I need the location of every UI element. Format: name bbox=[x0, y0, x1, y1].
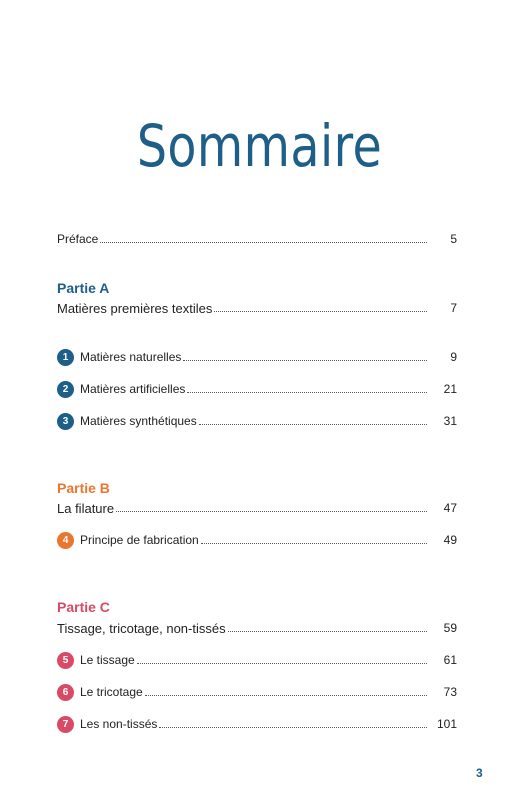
dot-leader bbox=[187, 392, 427, 393]
toc-entry-page: 59 bbox=[443, 621, 457, 635]
toc-entry-page: 61 bbox=[443, 653, 457, 667]
toc-entry-label: Matières naturelles bbox=[80, 350, 182, 364]
chapter-number-badge: 5 bbox=[57, 652, 74, 669]
toc-entry-page: 73 bbox=[443, 685, 457, 699]
part-c-heading: Partie C bbox=[57, 599, 110, 615]
toc-entry-label: Matières synthétiques bbox=[80, 414, 197, 428]
toc-entry-part-a[interactable] bbox=[57, 298, 457, 318]
part-a-heading: Partie A bbox=[57, 280, 110, 296]
toc-entry-label: Les non-tissés bbox=[80, 717, 158, 731]
dot-leader bbox=[183, 360, 427, 361]
dot-leader bbox=[201, 543, 427, 544]
dot-leader bbox=[137, 663, 427, 664]
toc-entry-label: Tissage, tricotage, non-tissés bbox=[57, 620, 226, 636]
toc-entry-chapter-4[interactable] bbox=[57, 530, 457, 550]
toc-entry-page: 47 bbox=[443, 501, 457, 515]
toc-entry-part-c[interactable] bbox=[57, 618, 457, 638]
chapter-number-badge: 7 bbox=[57, 716, 74, 733]
toc-entry-preface[interactable] bbox=[57, 229, 457, 249]
toc-entry-page: 7 bbox=[450, 301, 457, 315]
toc-entry-chapter-3[interactable] bbox=[57, 411, 457, 431]
dot-leader bbox=[159, 727, 427, 728]
toc-entry-page: 5 bbox=[450, 232, 457, 246]
dot-leader bbox=[199, 424, 427, 425]
dot-leader bbox=[116, 511, 427, 512]
toc-entry-label: Principe de fabrication bbox=[80, 533, 199, 547]
dot-leader bbox=[145, 695, 427, 696]
part-b-heading: Partie B bbox=[57, 480, 110, 496]
toc-entry-label: Matières premières textiles bbox=[57, 300, 213, 316]
chapter-number-badge: 6 bbox=[57, 684, 74, 701]
toc-entry-page: 101 bbox=[436, 717, 457, 731]
page-number: 3 bbox=[476, 766, 483, 780]
chapter-number-badge: 4 bbox=[57, 532, 74, 549]
dot-leader bbox=[214, 311, 427, 312]
page-title: Sommaire bbox=[136, 112, 383, 180]
chapter-number-badge: 3 bbox=[57, 413, 74, 430]
toc-entry-chapter-5[interactable] bbox=[57, 650, 457, 670]
toc-entry-page: 21 bbox=[443, 382, 457, 396]
chapter-number-badge: 1 bbox=[57, 349, 74, 366]
toc-entry-label: Matières artificielles bbox=[80, 382, 186, 396]
toc-entry-page: 9 bbox=[450, 350, 457, 364]
dot-leader bbox=[228, 631, 427, 632]
toc-entry-chapter-7[interactable] bbox=[57, 714, 457, 734]
toc-entry-label: Le tricotage bbox=[80, 685, 143, 699]
toc-entry-label: Préface bbox=[57, 232, 99, 246]
toc-entry-chapter-2[interactable] bbox=[57, 379, 457, 399]
toc-entry-page: 49 bbox=[443, 533, 457, 547]
chapter-number-badge: 2 bbox=[57, 381, 74, 398]
toc-entry-chapter-6[interactable] bbox=[57, 682, 457, 702]
dot-leader bbox=[100, 242, 427, 243]
toc-entry-chapter-1[interactable] bbox=[57, 347, 457, 367]
toc-entry-page: 31 bbox=[443, 414, 457, 428]
toc-entry-part-b[interactable] bbox=[57, 498, 457, 518]
toc-entry-label: La filature bbox=[57, 500, 115, 516]
toc-entry-label: Le tissage bbox=[80, 653, 135, 667]
